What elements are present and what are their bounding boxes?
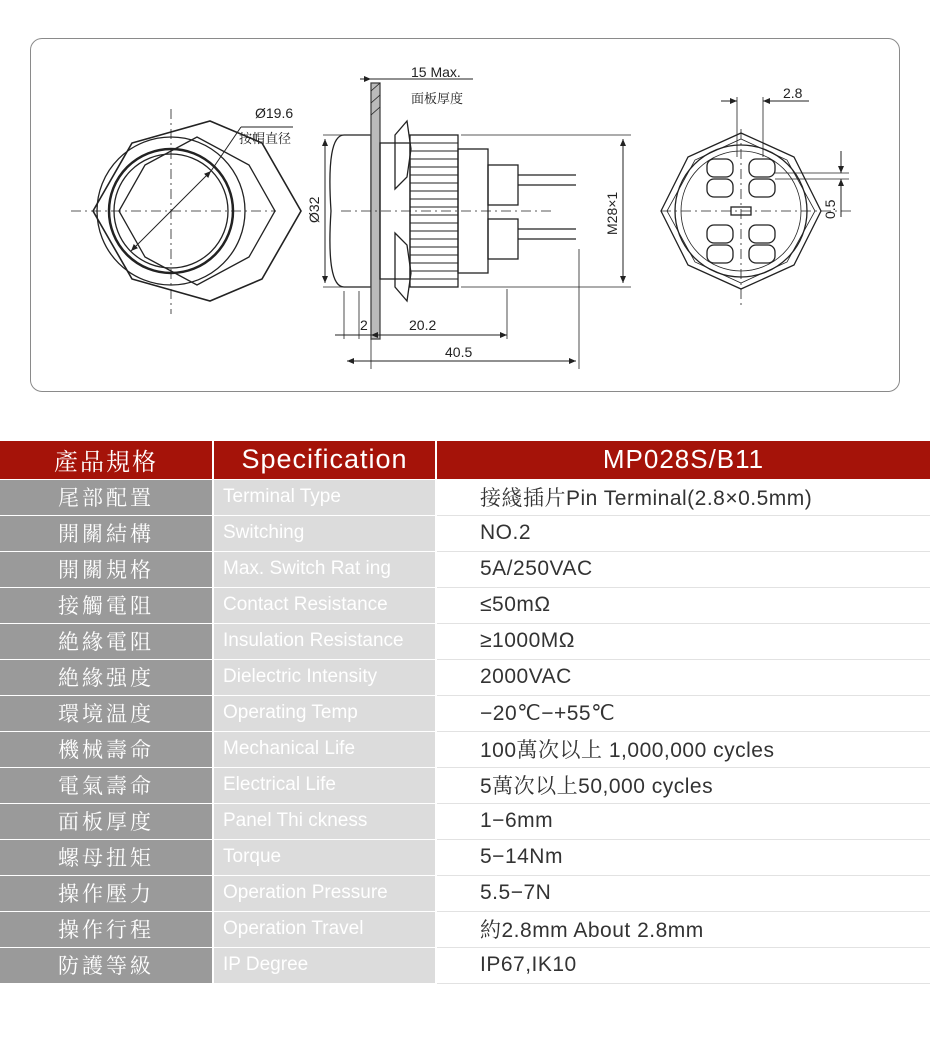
panel-max-label: 15 Max. [411,64,461,80]
table-row [0,659,930,695]
cap-dia-label: Ø19.6 [255,105,294,121]
row-value: 2000VAC [436,659,930,695]
row-value: 1−6mm [436,803,930,839]
table-row [0,911,930,947]
row-cn: 絶緣電阻 [0,623,213,659]
row-value: 5A/250VAC [436,551,930,587]
table-row [0,695,930,731]
row-cn: 接觸電阻 [0,587,213,623]
row-en: Operation Travel [213,911,436,947]
row-value: NO.2 [436,515,930,551]
dim-20-2-label: 20.2 [409,317,437,333]
row-en: Insulation Resistance [213,623,436,659]
header-model: MP028S/B11 [436,441,930,479]
row-value: ≥1000MΩ [436,623,930,659]
header-cn: 產品規格 [0,441,213,479]
table-row [0,731,930,767]
technical-drawing-frame [30,38,900,392]
row-value: ≤50mΩ [436,587,930,623]
row-en: Operation Pressure [213,875,436,911]
table-row [0,551,930,587]
row-en: Dielectric Intensity [213,659,436,695]
table-row [0,587,930,623]
row-en: Contact Resistance [213,587,436,623]
row-en: Max. Switch Rat ing [213,551,436,587]
row-en: Electrical Life [213,767,436,803]
table-row [0,479,930,515]
row-value: 100萬次以上 1,000,000 cycles [436,731,930,767]
row-cn: 操作壓力 [0,875,213,911]
row-cn: 環境温度 [0,695,213,731]
row-cn: 開關規格 [0,551,213,587]
spec-table-header [0,441,930,479]
table-row [0,767,930,803]
row-value: 5−14Nm [436,839,930,875]
technical-drawing [31,39,901,393]
table-row [0,623,930,659]
row-cn: 絶緣强度 [0,659,213,695]
header-en: Specification [213,441,436,479]
spec-table [0,441,930,984]
terminal-width-label: 2.8 [783,85,803,101]
row-cn: 機械壽命 [0,731,213,767]
panel-thickness-cn-label: 面板厚度 [411,92,464,107]
thread-label: M28×1 [604,191,620,235]
row-en: Terminal Type [213,479,436,515]
row-cn: 開關結構 [0,515,213,551]
row-cn: 防護等級 [0,947,213,983]
table-row [0,515,930,551]
row-value: 5.5−7N [436,875,930,911]
dim-2-label: 2 [360,317,368,333]
row-en: Switching [213,515,436,551]
row-cn: 螺母扭矩 [0,839,213,875]
row-value: 5萬次以上50,000 cycles [436,767,930,803]
row-en: Panel Thi ckness [213,803,436,839]
row-cn: 面板厚度 [0,803,213,839]
row-value: IP67,IK10 [436,947,930,983]
side-view [323,79,631,369]
body-dia-label: Ø32 [306,196,322,223]
dim-40-5-label: 40.5 [445,344,473,360]
row-cn: 尾部配置 [0,479,213,515]
table-row [0,947,930,983]
row-value: 接綫插片Pin Terminal(2.8×0.5mm) [436,479,930,515]
row-value: −20℃−+55℃ [436,695,930,731]
row-en: Operating Temp [213,695,436,731]
table-row [0,839,930,875]
row-value: 約2.8mm About 2.8mm [436,911,930,947]
row-en: Mechanical Life [213,731,436,767]
row-cn: 操作行程 [0,911,213,947]
cap-dia-cn-label: 按帽直径 [239,132,292,147]
table-row [0,803,930,839]
table-row [0,875,930,911]
row-en: IP Degree [213,947,436,983]
terminal-thickness-label: 0.5 [822,199,838,219]
row-en: Torque [213,839,436,875]
row-cn: 電氣壽命 [0,767,213,803]
